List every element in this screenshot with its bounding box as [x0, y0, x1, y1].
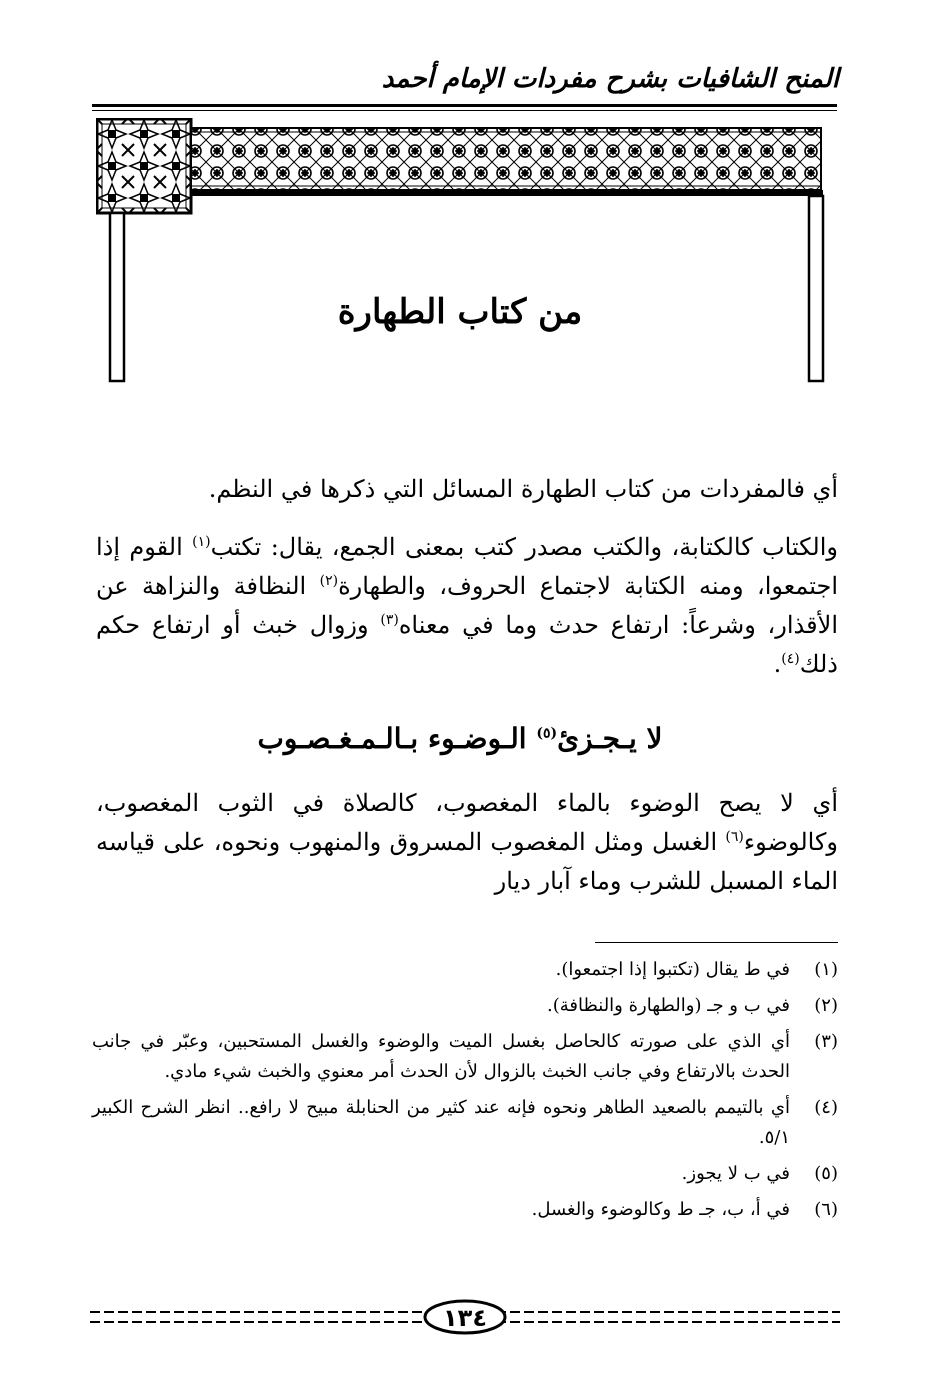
footnote — [92, 1027, 838, 1087]
paragraph-intro-text: أي فالمفردات من كتاب الطهارة المسائل التي ذكرها في النظم. — [208, 475, 838, 503]
footnote-separator — [595, 942, 838, 943]
footnote-number: (١) — [814, 959, 838, 980]
paragraph-commentary-part-b: الغسل ومثل المغصوب المسروق والمنهوب ونحوه، على قياسه الماء المسبل للشرب وماء آبار ديار — [96, 828, 838, 895]
footnote-text: في أ، ب، جـ ط وكالوضوء والغسل. — [531, 1199, 790, 1220]
chapter-ornament-frame — [96, 118, 826, 388]
footnote-text: أي بالتيمم بالصعيد الطاهر ونحوه فإنه عند كثير من الحنابلة مبيح لا رافع.. انظر الشرح الكبير ٥/١. — [92, 1097, 790, 1148]
footnote-marker-4[interactable]: (٤) — [781, 651, 800, 667]
verse-line — [200, 722, 720, 755]
footnote — [92, 955, 838, 985]
footnote — [92, 1093, 838, 1153]
page-footer — [88, 1298, 842, 1338]
paragraph-definition-part-d: وزوال خبث أو ارتفاع حكم ذلك — [96, 611, 838, 678]
paragraph-commentary — [96, 784, 883, 901]
verse-part-a: لا يـجـزئ — [557, 722, 663, 755]
footnote — [92, 1195, 838, 1225]
footnote-marker-1[interactable]: (١) — [192, 534, 211, 550]
header-rule — [92, 104, 837, 107]
footnote-text: في ب و جـ (والطهارة والنظافة). — [547, 995, 790, 1016]
footnote-number: (٢) — [814, 995, 838, 1016]
paragraph-definition-part-c: النظافة والنزاهة عن الأقذار، وشرعاً: ارتفاع حدث وما في معناه — [96, 572, 838, 639]
footnote-number: (٦) — [814, 1199, 838, 1220]
chapter-title: من كتاب الطهارة — [337, 292, 583, 332]
footnote-marker-3[interactable]: (٣) — [380, 612, 399, 628]
footnote-number: (٣) — [814, 1031, 838, 1052]
header-rule-thin — [92, 110, 837, 111]
footnote — [92, 1159, 838, 1189]
paragraph-definition-part-a: والكتاب كالكتابة، والكتب مصدر كتب بمعنى الجمع، يقال: تكتب — [210, 533, 838, 561]
footnote-text: في ط يقال (تكتبوا إذا اجتمعوا). — [555, 959, 790, 980]
footnote-text: أي الذي على صورته كالحاصل بغسل الميت والوضوء والغسل المستحبين، وعبّر في جانب الحدث بالارتفاع وفي جانب الخبث بالزوال لأن الحدث أمر معنوي والخبث شيء مادي. — [92, 1031, 790, 1082]
page-number: ١٣٤ — [443, 1304, 487, 1332]
paragraph-definition-part-e: . — [773, 650, 782, 678]
verse-part-b: الـوضـوء بـالـمـغـصـوب — [257, 722, 537, 755]
footnote-text: في ب لا يجوز. — [681, 1163, 790, 1184]
footnote-marker-6[interactable]: (٦) — [725, 829, 744, 845]
running-head: المنح الشافيات بشرح مفردات الإمام أحمد — [381, 64, 839, 94]
footnote-marker-5[interactable]: (٥) — [536, 725, 558, 742]
paragraph-commentary-part-a: أي لا يصح الوضوء بالماء المغصوب، كالصلاة في الثوب المغصوب، وكالوضوء — [96, 789, 838, 856]
paragraph-definition-part-b: القوم إذا اجتمعوا، ومنه الكتابة لاجتماع الحروف، والطهارة — [96, 533, 838, 600]
footnotes — [92, 955, 838, 1231]
paragraph-definition — [96, 528, 883, 684]
paragraph-intro — [96, 470, 883, 509]
footnote-number: (٥) — [814, 1163, 838, 1184]
footnote-number: (٤) — [814, 1097, 838, 1118]
footnote — [92, 991, 838, 1021]
footnote-marker-2[interactable]: (٢) — [319, 573, 339, 589]
